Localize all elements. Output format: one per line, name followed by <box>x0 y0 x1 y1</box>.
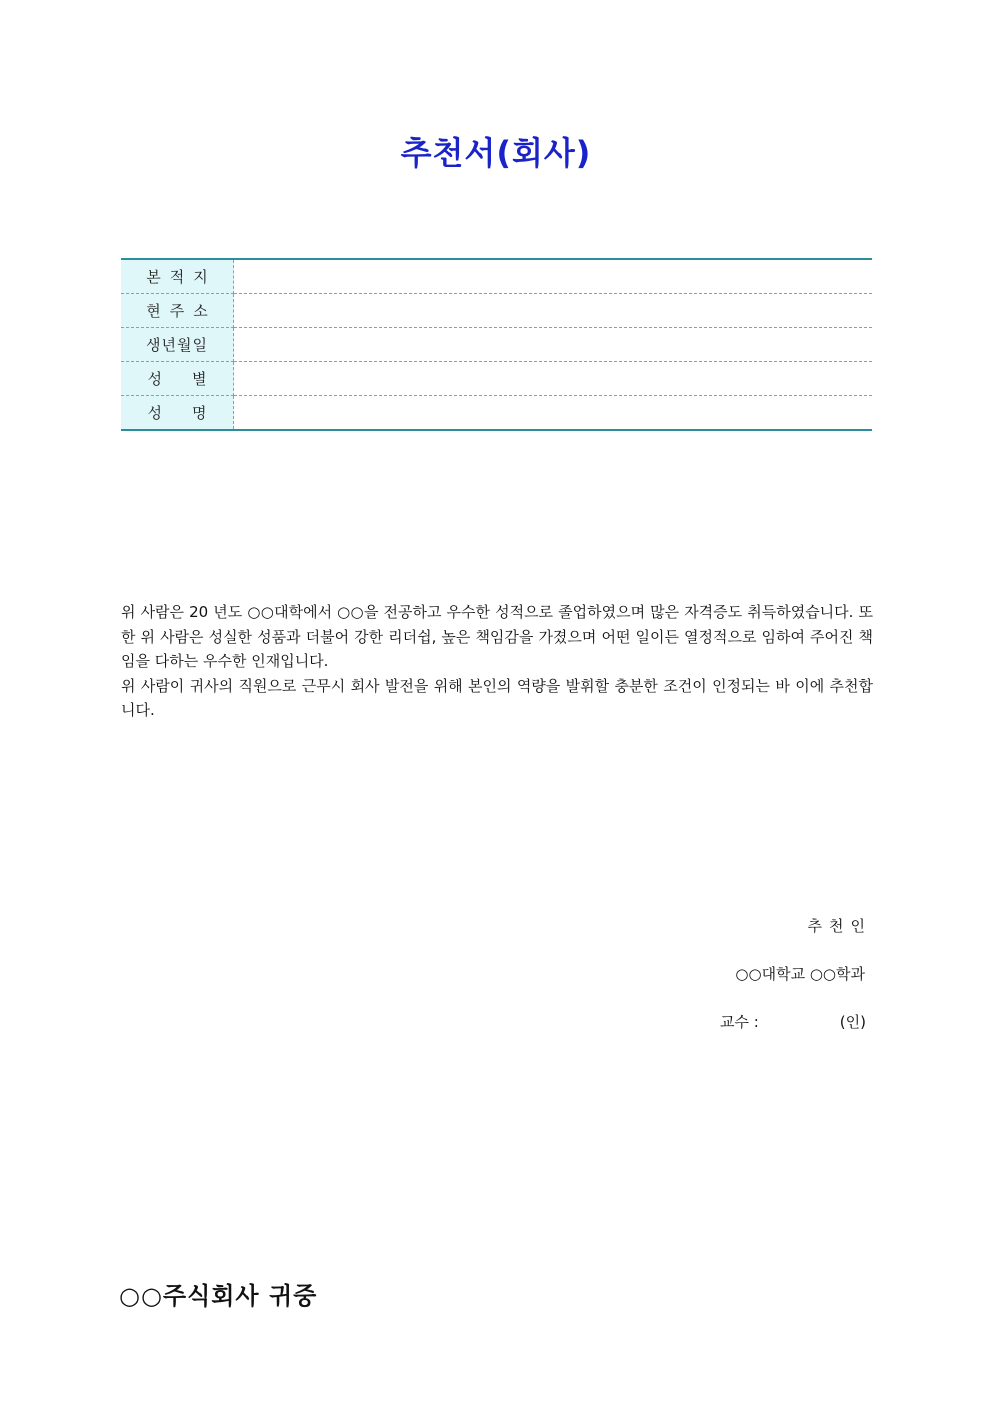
seal-mark: (인) <box>839 1013 866 1031</box>
recommendation-body <box>121 600 873 723</box>
label-domicile: 본적지 <box>121 259 234 294</box>
addressee: ○○주식회사 귀중 <box>119 1282 318 1310</box>
label-name: 성명 <box>121 396 234 431</box>
table-row <box>121 396 872 431</box>
professor-line <box>720 1011 866 1032</box>
table-row <box>121 259 872 294</box>
label-address: 현주소 <box>121 294 234 328</box>
value-name <box>234 396 873 431</box>
personal-info-table <box>121 258 872 431</box>
document-title: 추천서(회사) <box>400 134 592 172</box>
body-paragraph: 위 사람은 20 년도 ○○대학에서 ○○을 전공하고 우수한 성적으로 졸업하였으며 많은 자격증도 취득하였습니다. 또한 위 사람은 성실한 성품과 더불어 강한 리더쉽, 높은 책임감을 가졌으며 어떤 일이든 열정적으로 임하여 주어진 책임을 다하는 우수한 인재입니다. <box>121 603 873 670</box>
body-paragraph: 위 사람이 귀사의 직원으로 근무시 회사 발전을 위해 본인의 역량을 발휘할 충분한 조건이 인정되는 바 이에 추천합니다. <box>121 676 873 719</box>
school-department: ○○대학교 ○○학과 <box>735 965 865 983</box>
table-row <box>121 328 872 362</box>
value-address <box>234 294 873 328</box>
value-gender <box>234 362 873 396</box>
value-birthdate <box>234 328 873 362</box>
label-birthdate: 생년월일 <box>121 328 234 362</box>
table-row <box>121 294 872 328</box>
recommender-label: 추천인 <box>807 917 872 935</box>
table-row <box>121 362 872 396</box>
value-domicile <box>234 259 873 294</box>
label-gender: 성별 <box>121 362 234 396</box>
professor-label: 교수 : <box>720 1013 759 1031</box>
